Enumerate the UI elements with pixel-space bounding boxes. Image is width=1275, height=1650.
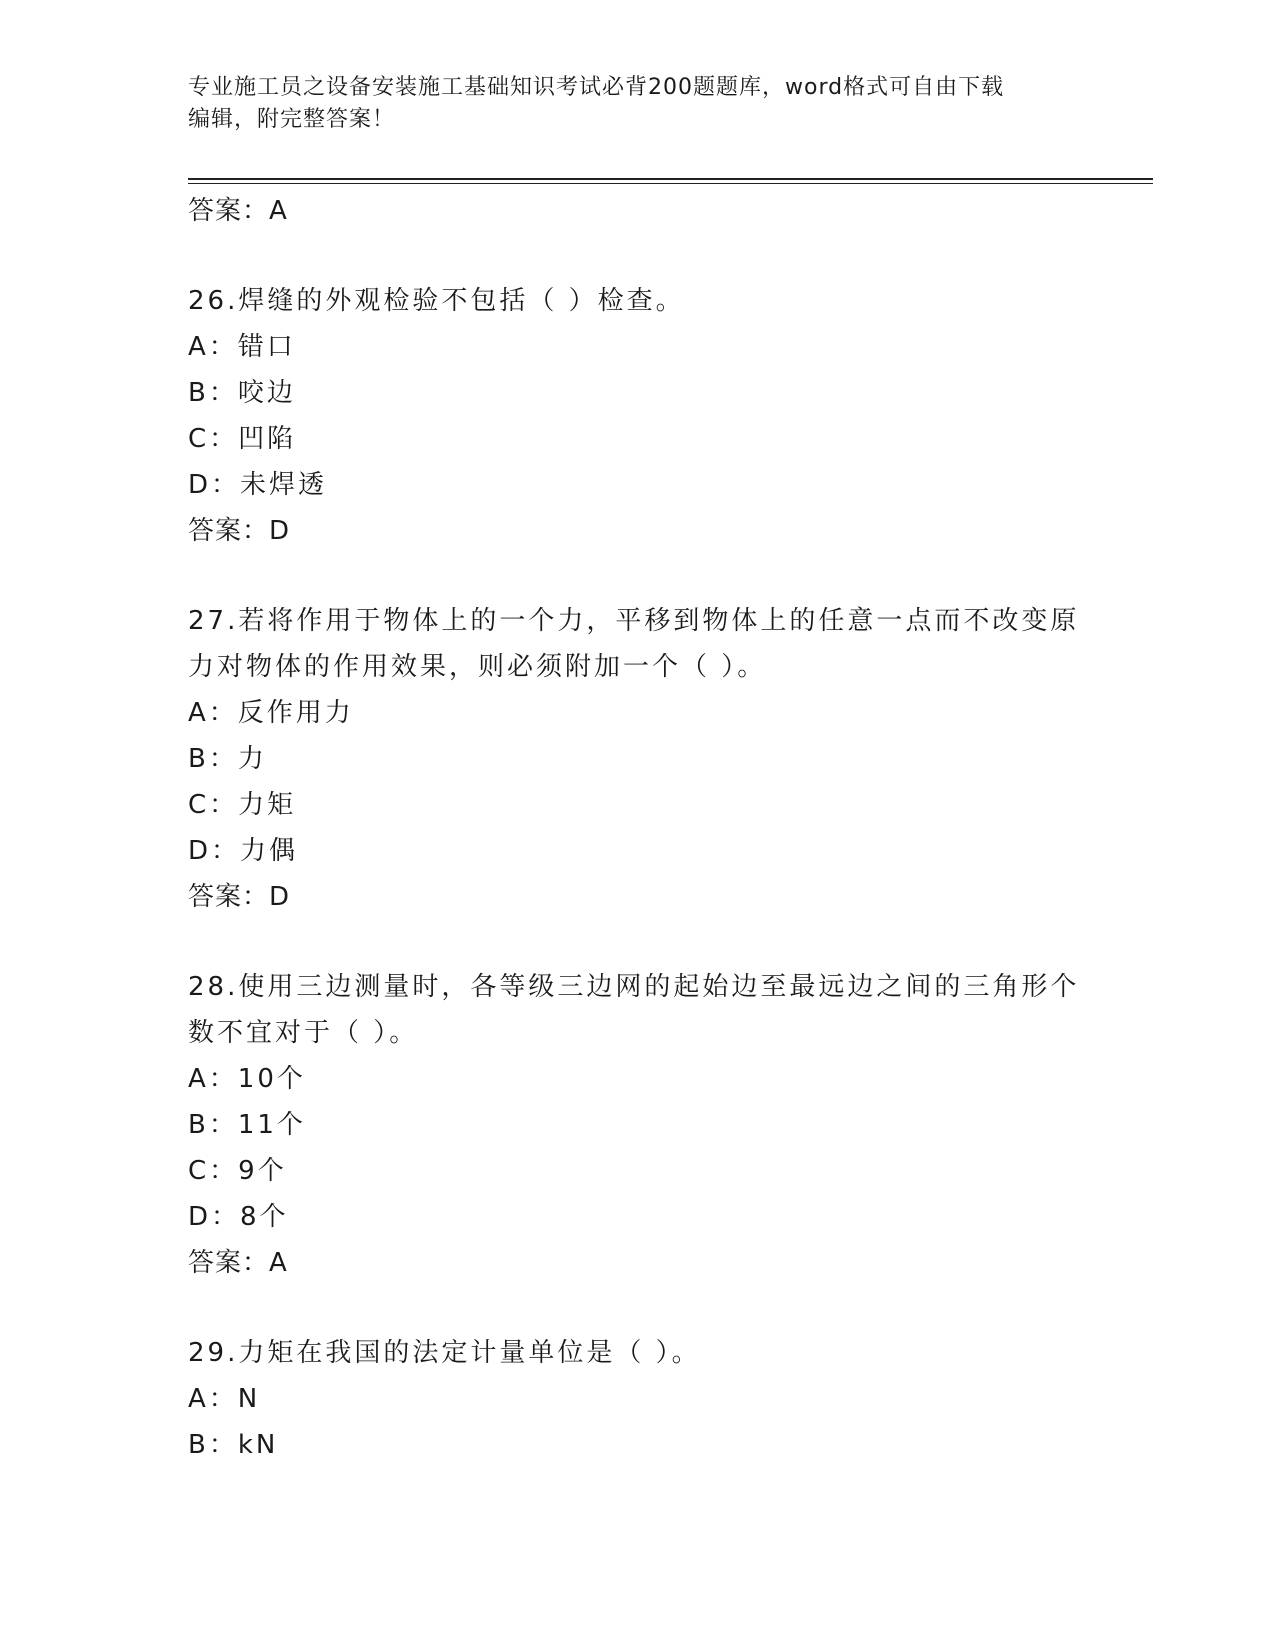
question-text: 29.力矩在我国的法定计量单位是（ ）。 (188, 1338, 701, 1368)
spacer (188, 920, 1088, 964)
option-d: D：力偶 (188, 836, 299, 866)
option-b: B：11个 (188, 1110, 306, 1140)
question-text: 28.使用三边测量时，各等级三边网的起始边至最远边之间的三角形个 (188, 972, 1080, 1002)
option-a: A：反作用力 (188, 698, 354, 728)
question-block-28 (188, 964, 1088, 1286)
question-text: 27.若将作用于物体上的一个力，平移到物体上的任意一点而不改变原 (188, 606, 1080, 636)
question-block-29 (188, 1330, 1088, 1468)
answer-line: 答案：D (188, 882, 291, 912)
option-a: A：N (188, 1384, 261, 1414)
question-list (188, 188, 1088, 1468)
option-b: B：kN (188, 1430, 279, 1460)
option-a: A：错口 (188, 332, 296, 362)
option-c: C：力矩 (188, 790, 297, 820)
spacer (188, 234, 1088, 278)
spacer (188, 1286, 1088, 1330)
option-d: D：未焊透 (188, 470, 328, 500)
option-c: C：凹陷 (188, 424, 297, 454)
question-text-continued: 数不宜对于（ ）。 (188, 1018, 419, 1048)
header-divider (188, 178, 1153, 180)
answer-line: 答案：D (188, 516, 291, 546)
header-divider-thin (188, 183, 1153, 184)
option-c: C：9个 (188, 1156, 287, 1186)
header-line-2: 编辑，附完整答案！ (188, 107, 396, 132)
question-block-26 (188, 278, 1088, 554)
header-line-1: 专业施工员之设备安装施工基础知识考试必背200题题库，word格式可自由下载 (188, 75, 1005, 100)
question-text: 26.焊缝的外观检验不包括（ ）检查。 (188, 286, 685, 316)
option-a: A：10个 (188, 1064, 306, 1094)
answer-line: 答案：A (188, 1248, 288, 1278)
question-text-continued: 力对物体的作用效果，则必须附加一个（ ）。 (188, 652, 767, 682)
option-d: D：8个 (188, 1202, 289, 1232)
question-block-27 (188, 598, 1088, 920)
document-header (188, 72, 1088, 136)
option-b: B：咬边 (188, 378, 296, 408)
spacer (188, 554, 1088, 598)
answer-line: 答案：A (188, 196, 288, 226)
option-b: B：力 (188, 744, 267, 774)
